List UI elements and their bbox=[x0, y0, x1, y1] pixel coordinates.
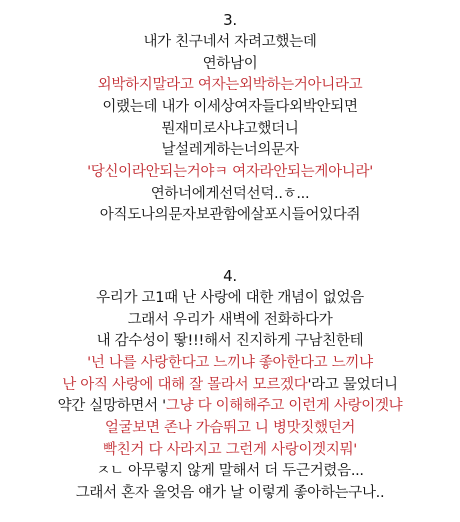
section-4-line-9: ㅈㄴ 아무렇지 않게 말해서 더 두근거렸음... bbox=[96, 463, 364, 479]
section-3-line-7: '당신이라안되는거야ㅋ 여자라안되는게아니라' bbox=[87, 164, 373, 180]
section-4-line-5 bbox=[0, 375, 460, 395]
section-4-line-4: '넌 나를 사랑한다고 느끼냐 좋아한다고 느끼냐 bbox=[87, 355, 373, 371]
section-4-line-6-black: 약간 실망하면서 ' bbox=[57, 398, 166, 414]
section-4-number: 4. bbox=[223, 267, 237, 285]
section-3-line-9: 아직도나의문자보관함에살포시들어있다쥐 bbox=[99, 207, 361, 223]
section-3-number: 3. bbox=[223, 11, 237, 29]
section-4-line-5-black: '라고 물었더니 bbox=[307, 377, 398, 393]
section-4-line-8: 빡친거 다 사라지고 그런게 사랑이겟지뭐' bbox=[103, 442, 357, 458]
section-3-line-4: 이랬는데 내가 이세상여자들다외박안되면 bbox=[102, 99, 358, 115]
section-4-line-3: 내 감수성이 뙇!!!해서 진지하게 구남친한테 bbox=[96, 333, 364, 349]
section-4-line-1: 우리가 고1때 난 사랑에 대한 개념이 없었음 bbox=[96, 290, 364, 306]
section-4-line-5-red: 난 아직 사랑에 대해 잘 몰라서 모르겠다 bbox=[62, 377, 308, 393]
section-4-line-2: 그래서 우리가 새벽에 전화하다가 bbox=[127, 312, 333, 328]
section-3-line-6: 날설레게하는너의문자 bbox=[161, 142, 299, 158]
section-3-line-2: 연하남이 bbox=[202, 56, 258, 72]
section-4-line-6-red: 그냥 다 이해해주고 이런게 사랑이겟냐 bbox=[165, 398, 403, 414]
section-3-line-5: 뭔재미로사냐고했더니 bbox=[161, 121, 299, 137]
section-3-line-8: 연하너에게선덕선덕..ㅎ... bbox=[150, 186, 310, 202]
section-4-line-10: 그래서 혼자 울엇음 얘가 날 이렇게 좋아하는구나.. bbox=[75, 485, 385, 501]
section-4-line-6 bbox=[0, 396, 460, 416]
section-3-line-3: 외박하지말라고 여자는외박하는거아니라고 bbox=[97, 77, 363, 93]
section-3-line-1: 내가 친구네서 자려고했는데 bbox=[143, 34, 317, 50]
section-4-line-7: 얼굴보면 존나 가슴뛰고 니 병맛짓했던거 bbox=[104, 420, 356, 436]
